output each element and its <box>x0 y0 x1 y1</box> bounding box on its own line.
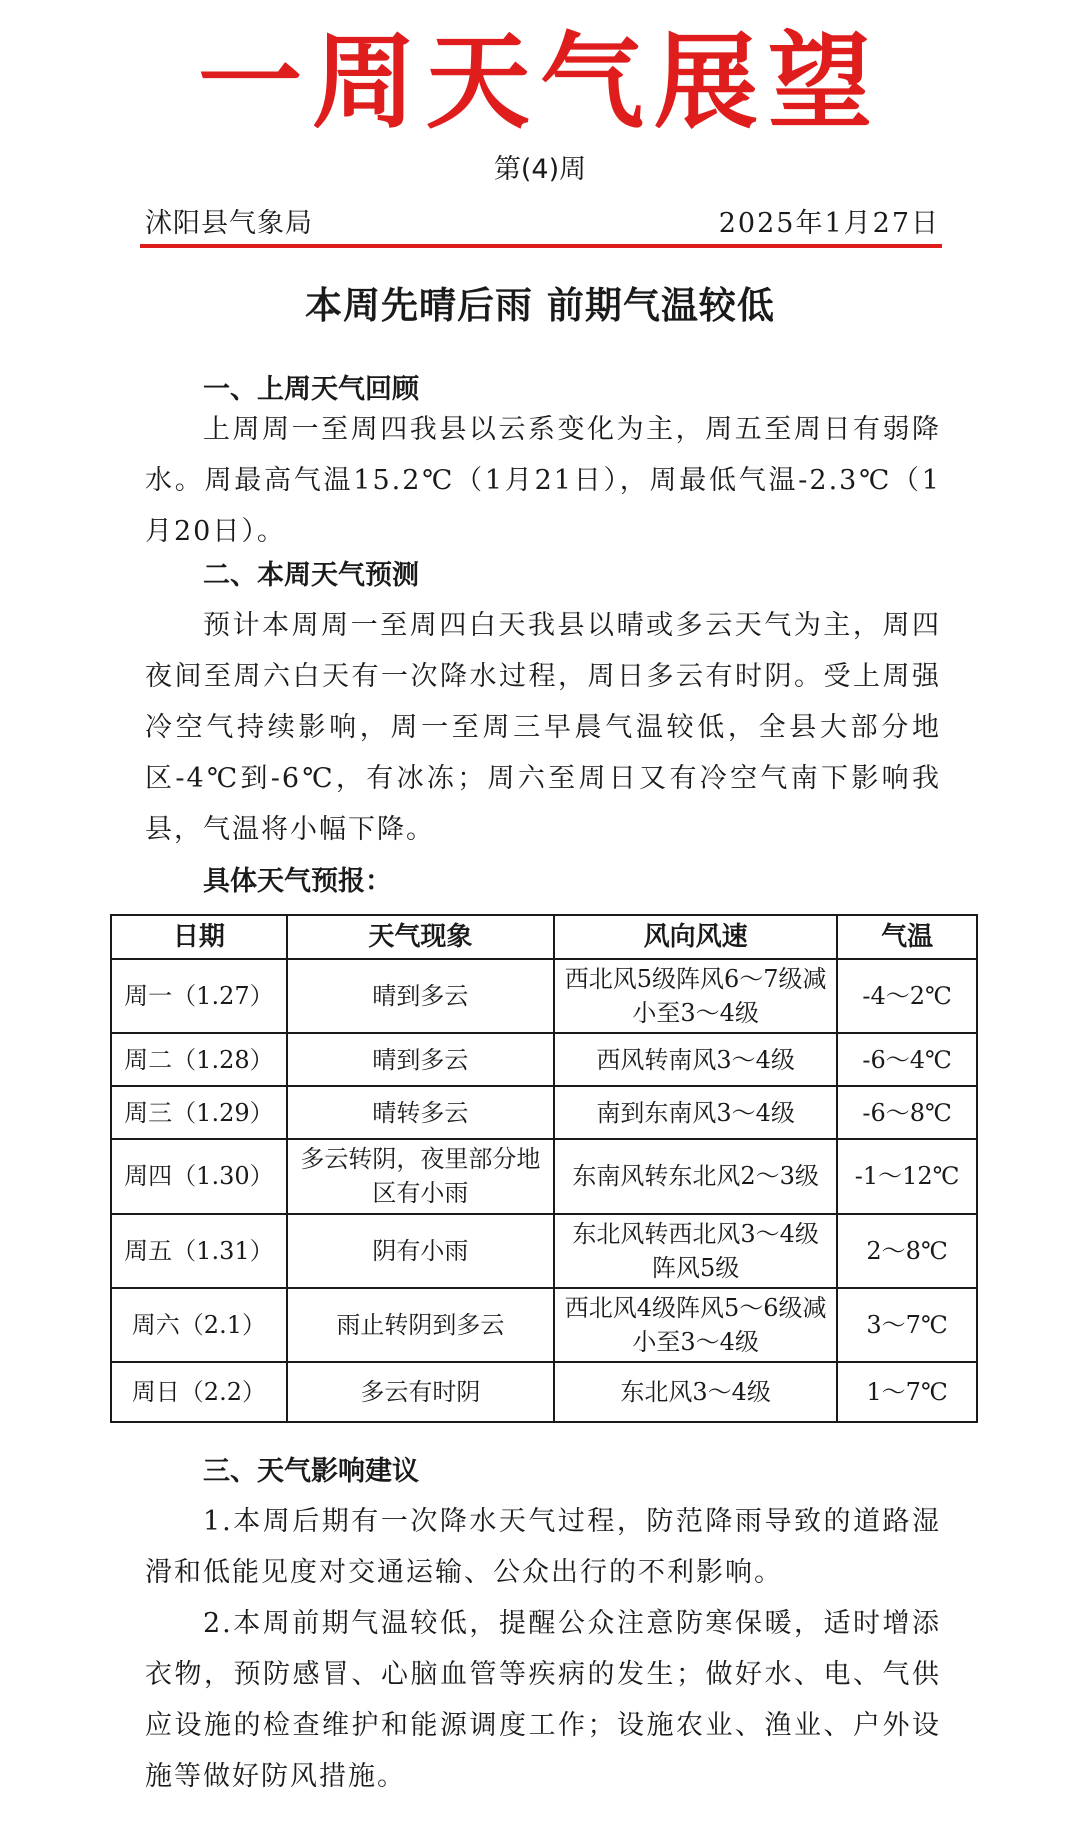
cell-wind: 东南风转东北风2～3级 <box>554 1139 837 1213</box>
cell-wind: 东北风3～4级 <box>554 1362 837 1422</box>
cell-wind: 西风转南风3～4级 <box>554 1033 837 1086</box>
cell-date: 周四（1.30） <box>111 1139 287 1213</box>
cell-temperature: -6～4℃ <box>837 1033 977 1086</box>
cell-weather: 晴转多云 <box>287 1086 554 1139</box>
cell-date: 周三（1.29） <box>111 1086 287 1139</box>
cell-date: 周二（1.28） <box>111 1033 287 1086</box>
cell-weather: 多云转阴，夜里部分地区有小雨 <box>287 1139 554 1213</box>
cell-wind: 西北风5级阵风6～7级减小至3～4级 <box>554 959 837 1033</box>
cell-temperature: -1～12℃ <box>837 1139 977 1213</box>
section-forecast-heading: 二、本周天气预测 <box>203 560 419 591</box>
cell-temperature: 1～7℃ <box>837 1362 977 1422</box>
cell-temperature: 3～7℃ <box>837 1288 977 1362</box>
table-header-row <box>111 915 977 959</box>
section-forecast-text: 预计本周周一至周四白天我县以晴或多云天气为主，周四夜间至周六白天有一次降水过程，周日多云有时阴。受上周强冷空气持续影响，周一至周三早晨气温较低，全县大部分地区-4℃到-6℃，有冰冻；周六至周日又有冷空气南下影响我县，气温将小幅下降。 <box>145 610 941 845</box>
header-wind: 风向风速 <box>554 915 837 959</box>
organization-name: 沭阳县气象局 <box>145 208 313 239</box>
advice-item-1: 1.本周后期有一次降水天气过程，防范降雨导致的道路湿滑和低能见度对交通运输、公众出行的不利影响。 <box>145 1506 941 1588</box>
advice-item-2: 2.本周前期气温较低，提醒公众注意防寒保暖，适时增添衣物，预防感冒、心脑血管等疾病的发生；做好水、电、气供应设施的检查维护和能源调度工作；设施农业、渔业、户外设施等做好防风措施。 <box>145 1608 941 1792</box>
forecast-table <box>110 914 978 1423</box>
issue-number: 第(4)周 <box>493 154 587 185</box>
table-heading: 具体天气预报： <box>203 866 392 897</box>
section-review-text: 上周周一至周四我县以云系变化为主，周五至周日有弱降水。周最高气温15.2℃（1月21日），周最低气温-2.3℃（1月20日）。 <box>145 414 941 547</box>
cell-date: 周日（2.2） <box>111 1362 287 1422</box>
cell-weather: 晴到多云 <box>287 959 554 1033</box>
table-row <box>111 1033 977 1086</box>
cell-temperature: 2～8℃ <box>837 1214 977 1288</box>
cell-weather: 阴有小雨 <box>287 1214 554 1288</box>
masthead-title: 一周天气展望 <box>197 20 882 143</box>
cell-weather: 雨止转阴到多云 <box>287 1288 554 1362</box>
cell-temperature: -4～2℃ <box>837 959 977 1033</box>
header-weather: 天气现象 <box>287 915 554 959</box>
cell-weather: 晴到多云 <box>287 1033 554 1086</box>
cell-date: 周一（1.27） <box>111 959 287 1033</box>
headline: 本周先晴后雨 前期气温较低 <box>305 284 775 327</box>
cell-wind: 西北风4级阵风5～6级减小至3～4级 <box>554 1288 837 1362</box>
table-row <box>111 1139 977 1213</box>
cell-date: 周六（2.1） <box>111 1288 287 1362</box>
red-divider <box>140 244 942 248</box>
cell-wind: 东北风转西北风3～4级阵风5级 <box>554 1214 837 1288</box>
section-advice-heading: 三、天气影响建议 <box>203 1456 419 1487</box>
header-temperature: 气温 <box>837 915 977 959</box>
cell-temperature: -6～8℃ <box>837 1086 977 1139</box>
table-row <box>111 1362 977 1422</box>
cell-wind: 南到东南风3～4级 <box>554 1086 837 1139</box>
cell-weather: 多云有时阴 <box>287 1362 554 1422</box>
issue-date: 2025年1月27日 <box>718 208 940 239</box>
table-row <box>111 1214 977 1288</box>
header-date: 日期 <box>111 915 287 959</box>
cell-date: 周五（1.31） <box>111 1214 287 1288</box>
section-review-heading: 一、上周天气回顾 <box>203 374 419 405</box>
table-row <box>111 959 977 1033</box>
table-row <box>111 1086 977 1139</box>
table-row <box>111 1288 977 1362</box>
